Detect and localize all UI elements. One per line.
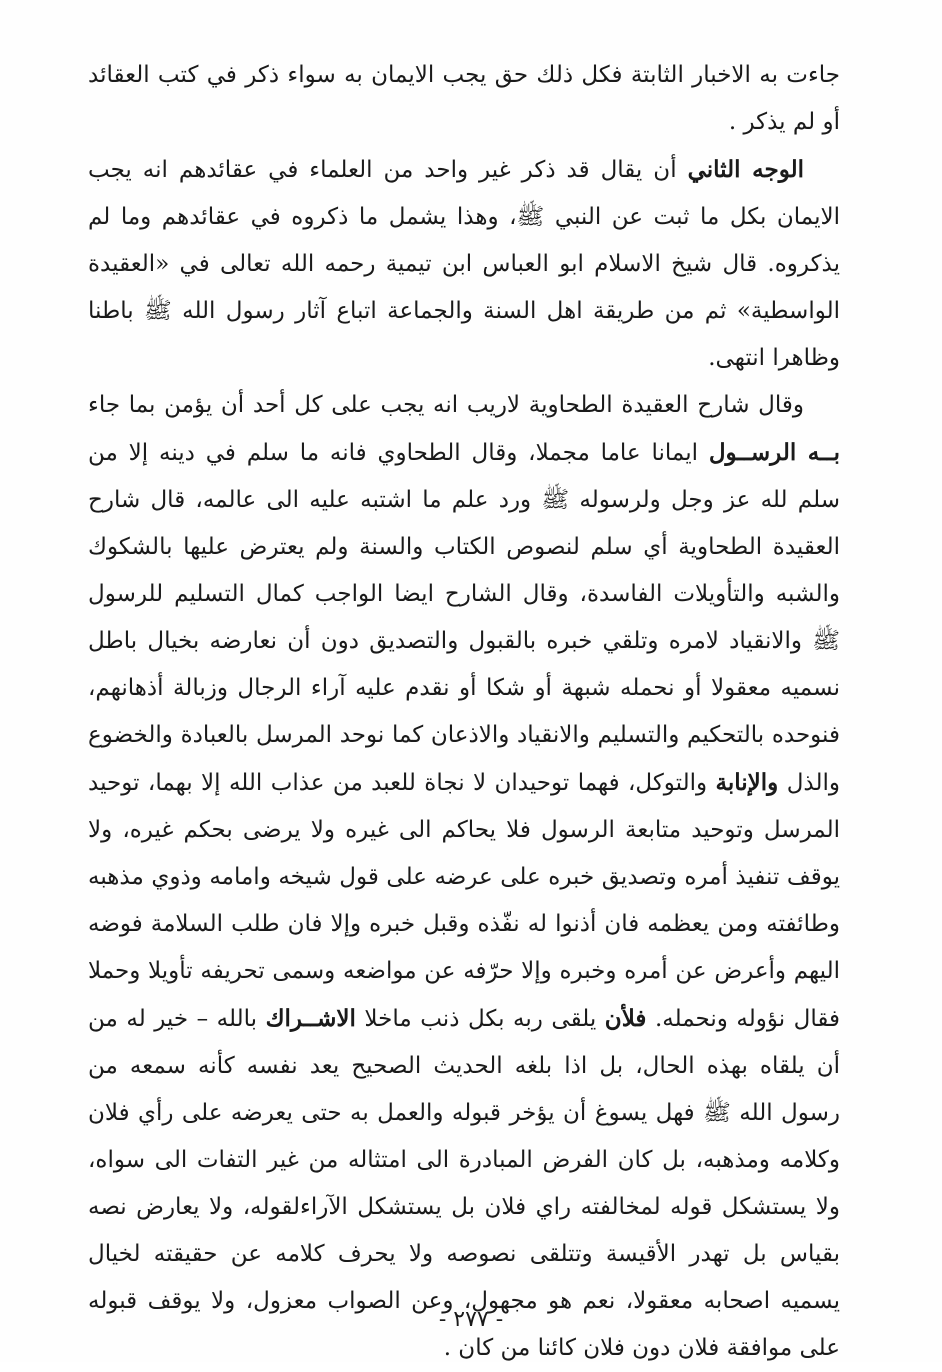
bold-phrase: فلأن <box>604 1005 647 1032</box>
paragraph <box>88 146 840 382</box>
body-text <box>88 52 840 1372</box>
text-segment: جاءت به الاخبار الثابتة فكل ذلك حق يجب الايمان به سواء ذكر في كتب العقائد أو لم يذكر . <box>88 62 840 135</box>
paragraph <box>88 52 840 146</box>
paragraph <box>88 382 840 1372</box>
text-segment: أن يقال قد ذكر غير واحد من العلماء في عقائدهم انه يجب الايمان بكل ما ثبت عن النبي ﷺ، وهذا يشمل ما ذكروه في عقائدهم وما لم يذكروه. قال شيخ الاسلام ابو العباس ابن تيمية رحمه الله تعالى في «العقيدة الواسطية» ثم من طريقة اهل السنة والجماعة اتباع آثار رسول الله ﷺ باطنا وظاهرا انتهى. <box>88 157 840 371</box>
bold-phrase: بــه الرســول <box>708 439 840 466</box>
bold-phrase: الوجه الثاني <box>687 156 804 183</box>
page-number: - ٢٧٧ - <box>438 1307 504 1332</box>
text-segment: والتوكل، فهما توحيدان لا نجاة للعبد من عذاب الله إلا بهما، توحيد المرسل وتوحيد متابعة الرسول فلا يحاكم الى غيره ولا يرضى بحكم غيره، ولا يوقف تنفيذ أمره وتصديق خبره على عرضه على قول شيخه وامامه وذوي مذهبه وطائفته ومن يعظمه فان أذنوا له نفّذه وقبل خبره وإلا فان طلب السلامة فوضه اليهم وأعرض عن أمره وخبره وإلا حرّفه عن مواضعه وسمى تحريفه تأويلا وحملا فقال نؤوله ونحمله. <box>88 770 841 1032</box>
bold-phrase: الاشــراك <box>265 1005 356 1032</box>
bold-phrase: والإنابة <box>715 769 779 796</box>
text-segment: وقال شارح العقيدة الطحاوية لاريب انه يجب على كل أحد أن يؤمن بما جاء <box>88 392 804 418</box>
text-segment: يلقى ربه بكل ذنب ماخلا <box>355 1006 605 1032</box>
text-segment: ايمانا عاما مجملا، وقال الطحاوي فانه ما سلم في دينه إلا من سلم لله عز وجل ولرسوله ﷺ ورد علم ما اشتبه عليه الى عالمه، قال شارح العقيدة الطحاوية أي سلم لنصوص الكتاب والسنة ولم يعترض عليها بالشكوك والشبه والتأويلات الفاسدة، وقال الشارح ايضا الواجب كمال التسليم للرسول ﷺ والانقياد لامره وتلقي خبره بالقبول والتصديق دون أن نعارضه بخيال باطل نسميه معقولا أو نحمله شبهة أو شكا أو نقدم عليه آراء الرجال وزبالة أذهانهم، فنوحده بالتحكيم والتسليم والانقياد والاذعان كما نوحد المرسل بالعبادة والخضوع والذل <box>88 440 840 796</box>
text-segment: بالله – خير له من أن يلقاه بهذه الحال، بل اذا بلغه الحديث الصحيح يعد نفسه كأنه سمعه من رسول الله ﷺ فهل يسوغ أن يؤخر قبوله والعمل به حتى يعرضه على رأي فلان وكلامه ومذهبه، بل كان الفرض المبادرة الى امتثاله من غير التفات الى سواه، ولا يستشكل قوله لمخالفته راي فلان بل يستشكل الآراءلقوله، ولا يعارض نصه بقياس بل تهدر الأقيسة وتتلقى نصوصه ولا يحرف كلامه عن حقيقته لخيال يسميه اصحابه معقولا، نعم هو مجهول، وعن الصواب معزول، ولا يوقف قبوله على موافقة فلان دون فلان كائنا من كان . <box>88 1006 840 1361</box>
